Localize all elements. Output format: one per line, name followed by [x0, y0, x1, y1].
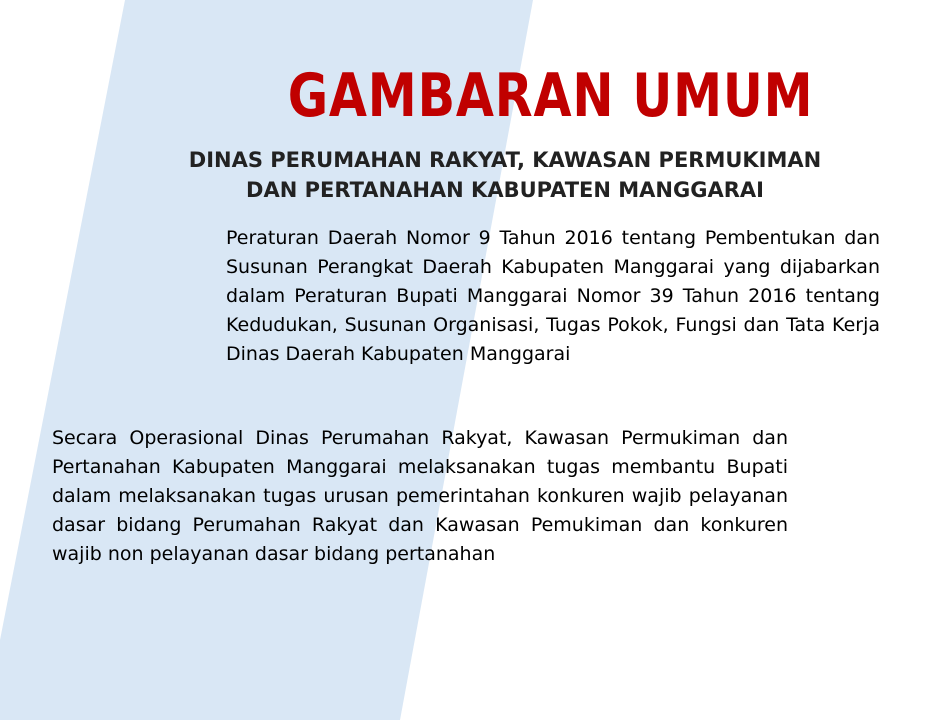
page-title: GAMBARAN UMUM — [287, 61, 814, 131]
subtitle-line-2: DAN PERTANAHAN KABUPATEN MANGGARAI — [246, 178, 764, 202]
operational-paragraph: Secara Operasional Dinas Perumahan Rakyat, Kawasan Permukiman dan Pertanahan Kabupaten Manggarai melaksanakan tugas membantu Bupati dalam melaksanakan tugas urusan pemerintahan konkuren wajib pelayanan dasar bidang Perumahan Rakyat dan Kawasan Pemukiman dan konkuren wajib non pelayanan dasar bidang pertanahan — [52, 427, 788, 565]
regulation-paragraph: Peraturan Daerah Nomor 9 Tahun 2016 tentang Pembentukan dan Susunan Perangkat Daerah Kabupaten Manggarai yang dijabarkan dalam Peraturan Bupati Manggarai Nomor 39 Tahun 2016 tentang Kedudukan, Susunan Organisasi, Tugas Pokok, Fungsi dan Tata Kerja Dinas Daerah Kabupaten Manggarai — [226, 227, 880, 365]
page-subtitle — [140, 145, 870, 205]
subtitle-line-1: DINAS PERUMAHAN RAKYAT, KAWASAN PERMUKIMAN — [188, 148, 822, 172]
